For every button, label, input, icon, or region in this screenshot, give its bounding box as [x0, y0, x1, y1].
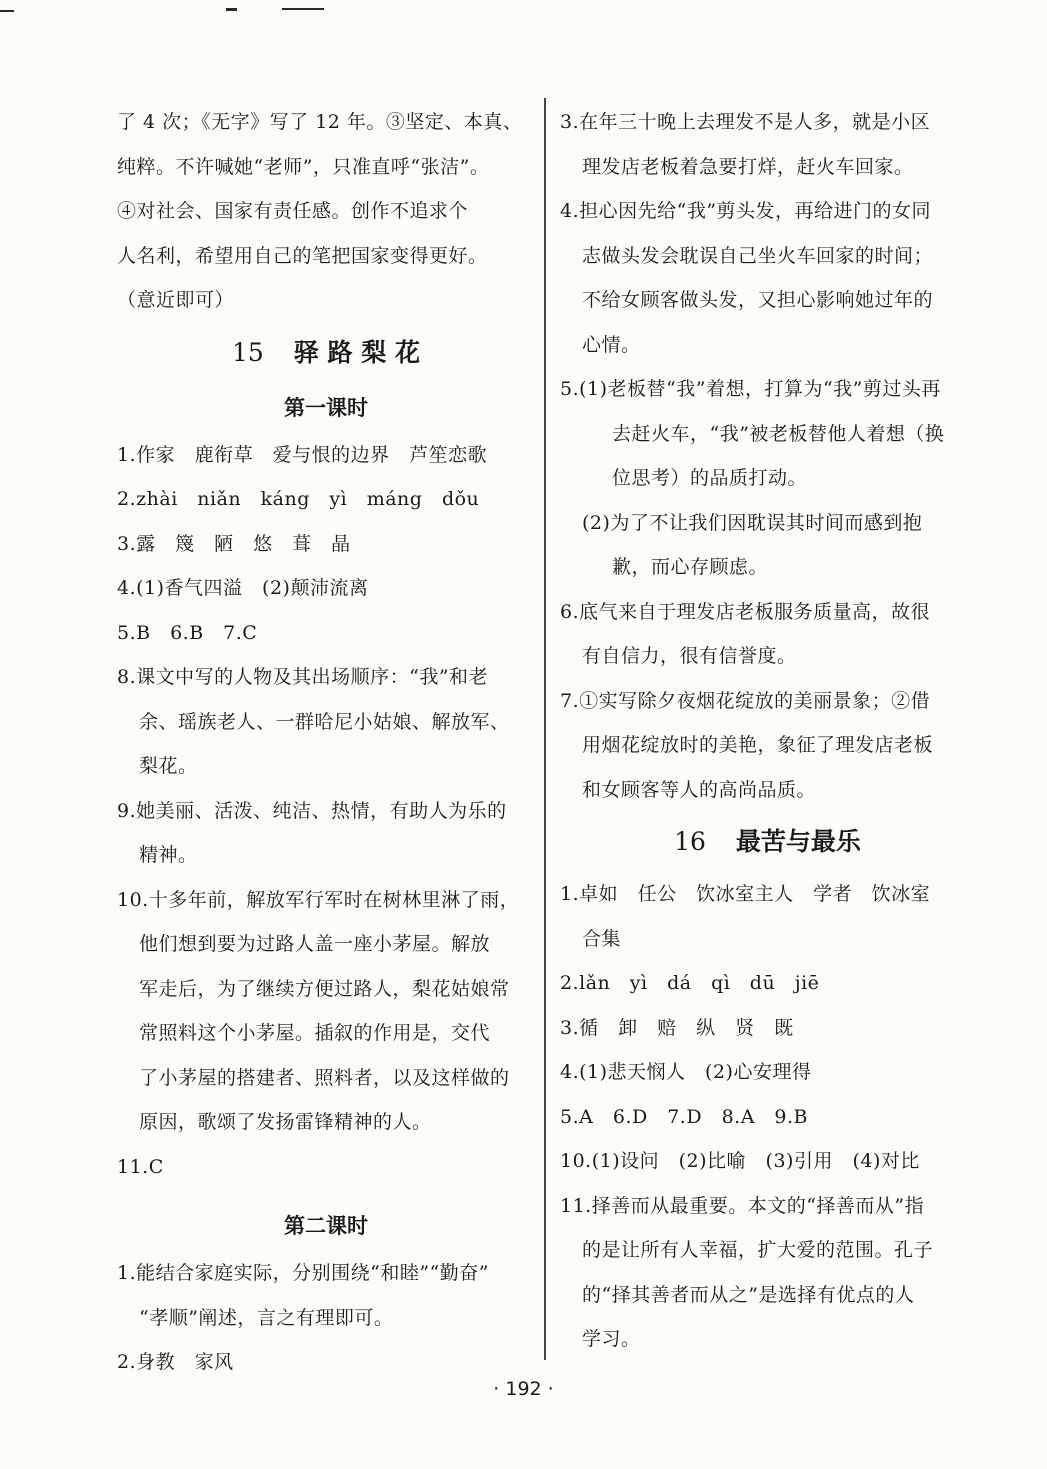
answer-line: 4.担心因先给“我”剪头发，再给进门的女同: [560, 200, 932, 222]
text-line: 了 4 次；《无字》写了 12 年。③坚定、本真、: [117, 111, 523, 133]
answer-line: 合集: [582, 927, 622, 950]
answer-line: 1.卓如 任公 饮冰室主人 学者 饮冰室: [560, 883, 931, 905]
text-line: ④对社会、国家有责任感。创作不追求个: [117, 200, 469, 222]
section-title: 第二课时: [284, 1214, 368, 1238]
scan-mark: [282, 8, 324, 10]
answer-line: 9.她美丽、活泼、纯洁、热情，有助人为乐的: [117, 799, 507, 822]
answer-line: 歉，而心存顾虑。: [612, 556, 769, 578]
answer-line: 学习。: [582, 1328, 641, 1350]
answer-line: 2.lǎn yì dá qì dū jiē: [560, 972, 820, 994]
answer-line: 常照料这个小茅屋。插叙的作用是，交代: [139, 1022, 491, 1044]
answer-line: (2)为了不让我们因耽误其时间而感到抱: [582, 511, 923, 534]
answer-line: 1.作家 鹿衔草 爱与恨的边界 芦笙恋歌: [117, 443, 488, 466]
answer-line: 的“择其善者而从之”是选择有优点的人: [582, 1283, 915, 1306]
answer-line: 的是让所有人幸福，扩大爱的范围。孔子: [582, 1239, 934, 1261]
answer-line: 6.底气来自于理发店老板服务质量高，故很: [560, 600, 931, 623]
answer-line: 军走后，为了继续方便过路人，梨花姑娘常: [139, 977, 510, 1000]
answer-line: “孝顺”阐述，言之有理即可。: [139, 1306, 394, 1329]
scan-mark: [226, 8, 237, 11]
answer-line: 有自信力，很有信誉度。: [582, 645, 797, 667]
answer-line: 2.zhài niǎn káng yì máng dǒu: [117, 488, 480, 510]
answer-line: 了小茅屋的搭建者、照料者，以及这样做的: [139, 1066, 510, 1089]
answer-line: 他们想到要为过路人盖一座小茅屋。解放: [139, 933, 491, 955]
section-title: 第一课时: [284, 395, 368, 420]
answer-line: 精神。: [139, 844, 198, 866]
answer-line: 心情。: [582, 333, 641, 356]
text-line: 人名利，希望用自己的笔把国家变得更好。: [117, 244, 488, 267]
text-line: 纯粹。不许喊她“老师”，只准直呼“张洁”。: [117, 155, 490, 178]
scan-mark: [0, 10, 14, 12]
lesson-16-heading: [560, 812, 975, 872]
answer-line: 原因，歌颂了发扬雷锋精神的人。: [139, 1111, 432, 1133]
answer-line: 10.(1)设问 (2)比喻 (3)引用 (4)对比: [560, 1150, 920, 1172]
answer-line: 10.十多年前，解放军行军时在树林里淋了雨，: [117, 888, 520, 911]
answer-line: 5.(1)老板替“我”着想，打算为“我”剪过头再: [560, 378, 941, 400]
right-column: [560, 100, 975, 1362]
answer-line: 3.露 篾 陋 悠 葺 晶: [117, 532, 351, 555]
lesson-15-heading: [117, 323, 535, 383]
answer-line: 余、瑶族老人、一群哈尼小姑娘、解放军、: [139, 710, 510, 733]
page-number: · 192 ·: [493, 1378, 554, 1400]
answer-line: 去赶火车，“我”被老板替他人着想（换: [612, 422, 945, 445]
answer-line: 2.身教 家风: [117, 1351, 234, 1373]
answer-line: 位思考）的品质打动。: [612, 467, 808, 489]
answer-line: 1.能结合家庭实际，分别围绕“和睦”“勤奋”: [117, 1262, 489, 1284]
lesson-number: 16: [674, 827, 706, 856]
answer-line: 理发店老板着急要打烊，赶火车回家。: [582, 155, 914, 178]
answer-line: 志做头发会耽误自己坐火车回家的时间；: [582, 244, 934, 267]
answer-line: 用烟花绽放时的美艳，象征了理发店老板: [582, 734, 934, 756]
lesson-number: 15: [232, 337, 264, 367]
answer-line: 11.C: [117, 1155, 164, 1178]
answer-line: 5.B 6.B 7.C: [117, 621, 258, 644]
answer-line: 梨花。: [139, 755, 198, 777]
text-line: （意近即可）: [117, 289, 235, 311]
answer-line: 和女顾客等人的高尚品质。: [582, 778, 817, 801]
lesson-title: 驿 路 梨 花: [293, 337, 420, 367]
answer-line: 11.择善而从最重要。本文的“择善而从”指: [560, 1194, 925, 1217]
answer-line: 3.循 卸 赔 纵 贤 既: [560, 1016, 794, 1039]
left-column: [117, 100, 535, 1385]
column-divider: [544, 98, 546, 1360]
answer-line: 4.(1)香气四溢 (2)颠沛流离: [117, 577, 369, 599]
answer-line: 5.A 6.D 7.D 8.A 9.B: [560, 1105, 809, 1128]
answer-line: 不给女顾客做头发，又担心影响她过年的: [582, 289, 934, 311]
answer-line: 3.在年三十晚上去理发不是人多，就是小区: [560, 111, 931, 133]
lesson-title: 最苦与最乐: [735, 827, 861, 856]
answer-line: 4.(1)悲天悯人 (2)心安理得: [560, 1061, 812, 1083]
answer-line: 7.①实写除夕夜烟花绽放的美丽景象；②借: [560, 689, 931, 712]
answer-line: 8.课文中写的人物及其出场顺序：“我”和老: [117, 666, 489, 688]
